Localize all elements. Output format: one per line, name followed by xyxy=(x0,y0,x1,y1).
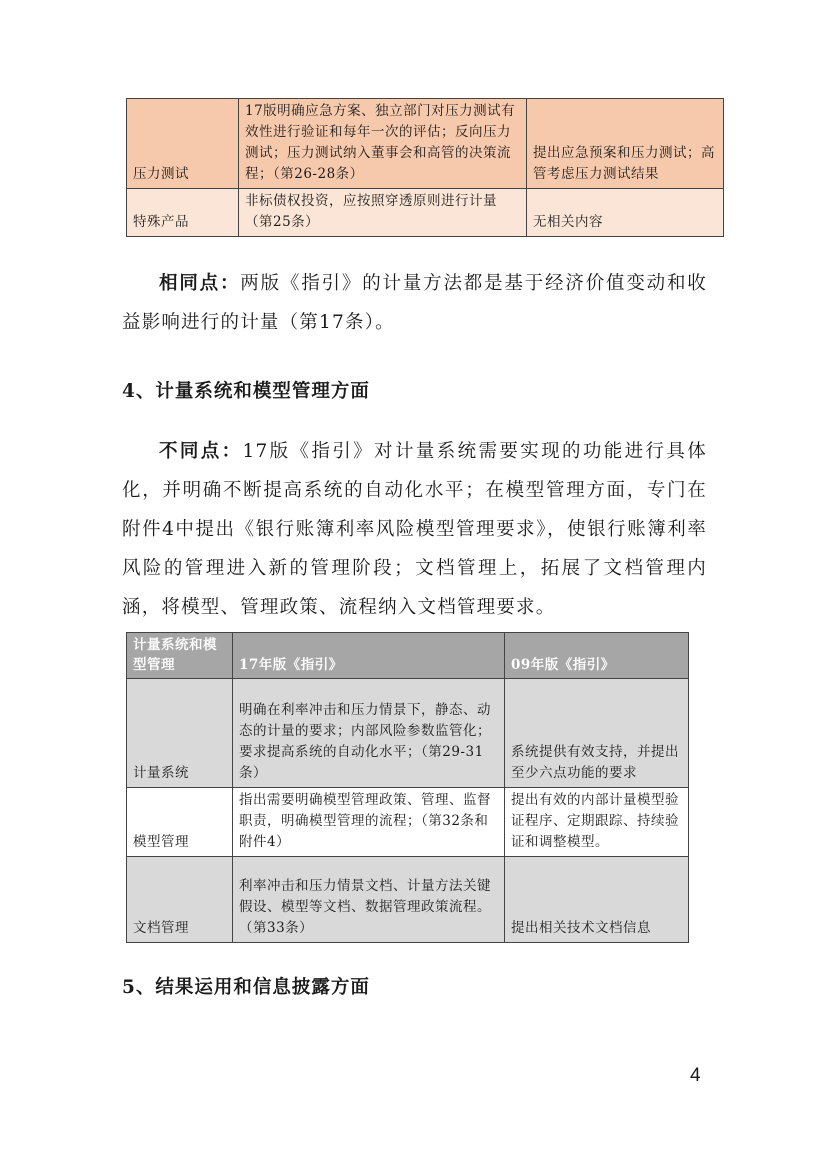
table-row xyxy=(127,679,689,788)
table-row xyxy=(127,99,724,189)
row-label: 计量系统 xyxy=(127,679,233,788)
cell-09-version: 提出有效的内部计量模型验证程序、定期跟踪、持续验证和调整模型。 xyxy=(505,788,689,857)
similarity-paragraph xyxy=(122,264,707,342)
comparison-table-stress xyxy=(126,98,724,237)
cell-17-version: 非标债权投资，应按照穿透原则进行计量（第25条） xyxy=(239,189,527,237)
cell-17-version: 利率冲击和压力情景文档、计量方法关键假设、模型等文档、数据管理政策流程。（第33条） xyxy=(233,857,505,943)
page-number: 4 xyxy=(690,1065,701,1086)
row-label: 文档管理 xyxy=(127,857,233,943)
column-header-17-version: 17年版《指引》 xyxy=(233,633,505,679)
cell-09-version: 提出应急预案和压力测试；高管考虑压力测试结果 xyxy=(527,99,724,189)
cell-09-version: 系统提供有效支持，并提出至少六点功能的要求 xyxy=(505,679,689,788)
table-header-row xyxy=(127,633,689,679)
difference-lead: 不同点： xyxy=(159,441,243,462)
column-header-09-version: 09年版《指引》 xyxy=(505,633,689,679)
table-row xyxy=(127,189,724,237)
comparison-table-system-model xyxy=(126,632,689,943)
section-4-heading: 4、计量系统和模型管理方面 xyxy=(122,381,370,402)
cell-17-version: 明确在利率冲击和压力情景下，静态、动态的计量的要求；内部风险参数监管化；要求提高系统的自动化水平；（第29-31条） xyxy=(233,679,505,788)
table-row xyxy=(127,857,689,943)
row-label: 模型管理 xyxy=(127,788,233,857)
table-row xyxy=(127,788,689,857)
row-label: 特殊产品 xyxy=(127,189,239,237)
section-5-heading: 5、结果运用和信息披露方面 xyxy=(122,977,370,998)
cell-09-version: 无相关内容 xyxy=(527,189,724,237)
difference-paragraph xyxy=(122,432,707,627)
similarity-lead: 相同点： xyxy=(159,273,241,294)
cell-17-version: 指出需要明确模型管理政策、管理、监督职责，明确模型管理的流程；（第32条和附件4） xyxy=(233,788,505,857)
row-label: 压力测试 xyxy=(127,99,239,189)
cell-17-version: 17版明确应急方案、独立部门对压力测试有效性进行验证和每年一次的评估；反向压力测试；压力测试纳入董事会和高管的决策流程；（第26-28条） xyxy=(239,99,527,189)
cell-09-version: 提出相关技术文档信息 xyxy=(505,857,689,943)
difference-text: 17版《指引》对计量系统需要实现的功能进行具体化，并明确不断提高系统的自动化水平；在模型管理方面，专门在附件4中提出《银行账簿利率风险模型管理要求》，使银行账簿利率风险的管理进入新的管理阶段；文档管理上，拓展了文档管理内涵，将模型、管理政策、流程纳入文档管理要求。 xyxy=(122,441,707,618)
similarity-text: 两版《指引》的计量方法都是基于经济价值变动和收益影响进行的计量（第17条）。 xyxy=(122,273,707,333)
column-header-category: 计量系统和模型管理 xyxy=(127,633,233,679)
